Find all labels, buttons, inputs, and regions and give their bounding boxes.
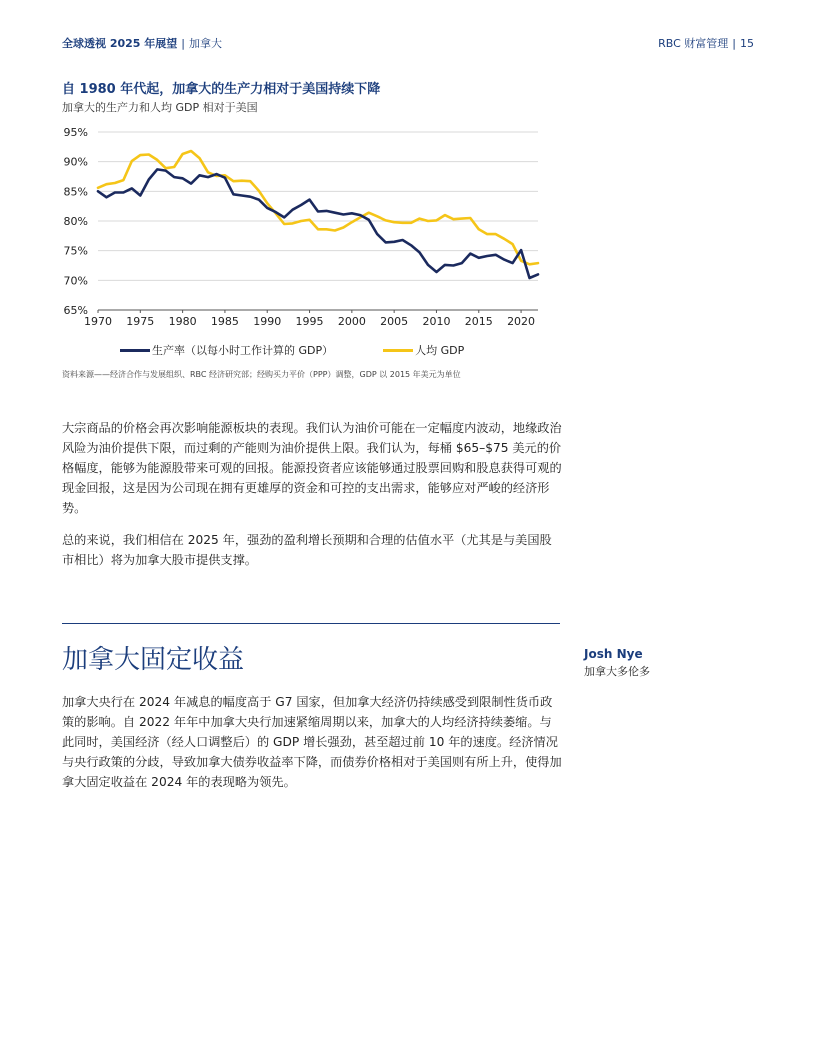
legend-swatch-gdp-per-capita [383,349,413,352]
x-tick-label: 1985 [210,315,239,328]
x-tick-label: 2000 [337,315,366,328]
paragraph-fixed-income: 加拿大央行在 2024 年减息的幅度高于 G7 国家，但加拿大经济仍持续感受到限制性货币政策的影响。自 2022 年年中加拿大央行加速紧缩周期以来，加拿大的人均经济持续萎缩。与此同时，美国经济（经人口调整后）的 GDP 增长强劲，甚至超过前 10 年的速度。经济情况与央行政策的分歧，导致加拿大债券收益率下降，而债券价格相对于美国则有所上升，使得加拿大固定收益在 2024 年的表现略为领先。 [62,695,562,789]
section-title: 加拿大固定收益 [62,645,245,675]
report-title: 全球透视 2025 年展望 [62,37,178,50]
x-tick-label: 2010 [422,315,451,328]
page-number: 15 [740,37,754,50]
x-tick-label: 1995 [295,315,324,328]
y-tick-label: 75% [63,244,88,258]
series-line-gdp-per-capita [98,151,538,264]
paragraph-summary: 总的来说，我们相信在 2025 年，强劲的盈利增长预期和合理的估值水平（尤其是与美国股市相比）将为加拿大股市提供支撑。 [62,533,552,567]
chart-source-note: 资料来源——经济合作与发展组织、RBC 经济研究部；经购买力平价（PPP）调整，GDP 以 2015 年美元为单位 [62,370,461,379]
x-tick-label: 2015 [464,315,493,328]
x-tick-label: 1975 [126,315,155,328]
legend-label-productivity: 生产率（以每小时工作计算的 GDP） [152,344,334,357]
x-tick-label: 2020 [507,315,536,328]
header-separator-right: | [732,37,736,50]
y-tick-label: 95% [63,126,88,139]
chart-subtitle: 加拿大的生产力和人均 GDP 相对于美国 [62,101,258,114]
author-block [584,647,650,679]
paragraph-energy: 大宗商品的价格会再次影响能源板块的表现。我们认为油价可能在一定幅度内波动，地缘政治风险为油价提供下限，而过剩的产能则为油价提供上限。我们认为，每桶 $65–$75 美元的价格幅度，能够为能源股带来可观的回报。能源投资者应该能够通过股票回购和股息获得可观的现金回报，这是因为公司现在拥有更雄厚的资金和可控的支出需求，能够应对严峻的经济形势。 [62,421,562,515]
y-tick-label: 70% [63,274,88,288]
x-tick-label: 2005 [380,315,409,328]
brand-name: RBC 财富管理 [658,37,729,50]
author-name: Josh Nye [584,647,643,661]
running-header-left [62,35,222,51]
y-tick-label: 65% [63,304,88,317]
line-chart [55,120,555,335]
chart-title: 自 1980 年代起，加拿大的生产力相对于美国持续下降 [62,82,381,97]
author-location: 加拿大多伦多 [584,665,650,678]
x-tick-label: 1980 [168,315,197,328]
legend-swatch-productivity [120,349,150,352]
section-divider [62,623,560,624]
section-name: 加拿大 [189,37,222,50]
y-tick-label: 80% [63,215,88,228]
x-tick-label: 1970 [84,315,112,328]
legend-label-gdp-per-capita: 人均 GDP [415,344,465,357]
header-separator: | [181,37,185,50]
legend-item-gdp-per-capita [383,342,464,358]
y-tick-label: 85% [63,185,88,199]
legend-item-productivity [120,342,333,358]
chart-legend [120,342,464,358]
y-tick-label: 90% [63,155,88,169]
series-line-productivity [98,169,538,278]
running-header-right [658,35,754,51]
x-tick-label: 1990 [253,315,282,328]
